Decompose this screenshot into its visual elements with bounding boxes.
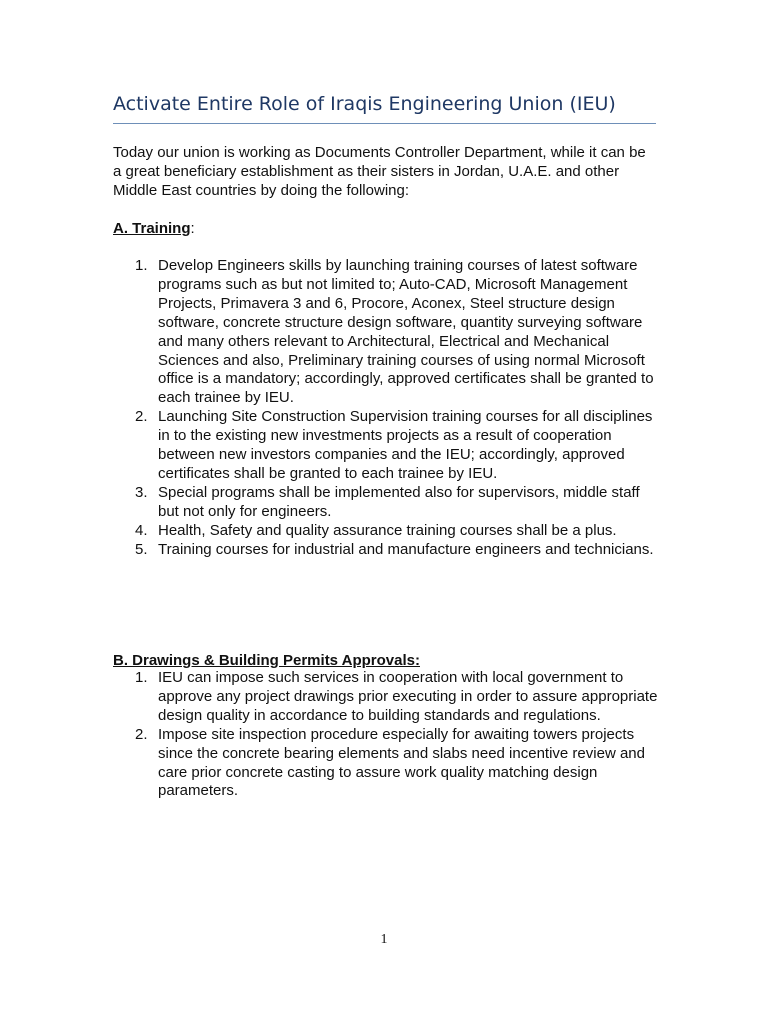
list-item-number: 4. bbox=[135, 521, 148, 539]
list-item-text: Impose site inspection procedure especially for awaiting towers projects since the concrete bearing elements and slabs need incentive review and care prior concrete casting to assure work quality matching design parameters. bbox=[158, 725, 645, 800]
list-item-number: 2. bbox=[135, 725, 148, 743]
training-list bbox=[113, 257, 658, 560]
list-item-text: IEU can impose such services in cooperation with local government to approve any project drawings prior executing in order to assure appropriate design quality in accordance to building standards and regulations. bbox=[158, 669, 658, 724]
list-item-text: Develop Engineers skills by launching training courses of latest software programs such as but not limited to; Auto-CAD, Microsoft Management Projects, Primavera 3 and 6, Procore, Aconex, Steel structure design software, concrete structure design software, quantity surveying software and many others relevant to Architectural, Electrical and Mechanical Sciences and also, Preliminary training courses of using normal Microsoft office is a mandatory; accordingly, approved certificates shall be granted to each trainee by IEU. bbox=[158, 257, 654, 407]
section-b-heading-label: B. Drawings & Building Permits Approvals: bbox=[113, 652, 420, 669]
section-a-heading bbox=[113, 219, 195, 238]
intro-paragraph: Today our union is working as Documents Controller Department, while it can be a great beneficiary establishment as their sisters in Jordan, U.A.E. and other Middle East countries by doing the following: bbox=[113, 144, 646, 199]
list-item bbox=[113, 484, 658, 522]
section-a-heading-label: A. Training bbox=[113, 220, 191, 237]
list-item bbox=[113, 726, 658, 802]
list-item bbox=[113, 669, 658, 726]
section-b-heading bbox=[113, 651, 420, 670]
page-number: 1 bbox=[380, 932, 388, 947]
list-item-number: 1. bbox=[135, 257, 148, 274]
list-item-text: Training courses for industrial and manufacture engineers and technicians. bbox=[158, 540, 654, 558]
list-item-number: 5. bbox=[135, 540, 148, 558]
list-item-number: 2. bbox=[135, 408, 148, 426]
list-item-text: Health, Safety and quality assurance training courses shall be a plus. bbox=[158, 521, 617, 539]
list-item-text: Launching Site Construction Supervision training courses for all disciplines in to the existing new investments projects as a result of cooperation between new investors companies and the IEU; accordingly, approved certificates shall be granted to each trainee by IEU. bbox=[158, 408, 653, 482]
document-title: Activate Entire Role of Iraqis Engineering Union (IEU) bbox=[113, 93, 616, 115]
list-item bbox=[113, 522, 658, 541]
section-a-heading-colon: : bbox=[190, 220, 195, 237]
title-underline-divider bbox=[113, 123, 656, 124]
list-item-number: 3. bbox=[135, 483, 148, 501]
list-item bbox=[113, 257, 658, 408]
list-item-number: 1. bbox=[135, 669, 148, 686]
list-item bbox=[113, 408, 658, 484]
list-item-text: Special programs shall be implemented also for supervisors, middle staff but not only for engineers. bbox=[158, 483, 640, 520]
list-item bbox=[113, 541, 658, 560]
drawings-permits-list bbox=[113, 669, 658, 801]
